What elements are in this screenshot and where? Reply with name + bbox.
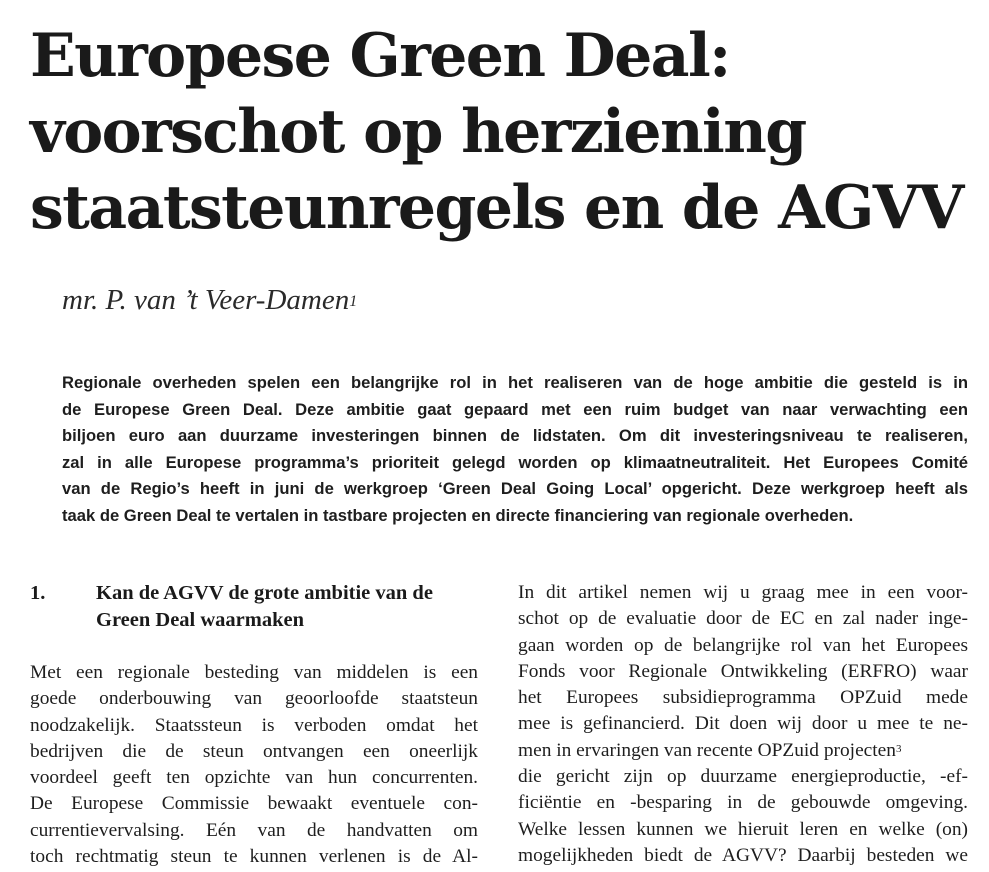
section-title	[96, 580, 490, 634]
author-byline	[62, 282, 357, 318]
body-line: het Europees subsidieprogramma OPZuid mede	[518, 687, 968, 709]
author-footnote-marker: 1	[349, 293, 358, 310]
body-line-text: men in ervaringen van recente OPZuid projecten	[518, 739, 896, 761]
abstract-line: Regionale overheden spelen een belangrijke rol in het realiseren van de hoge ambitie die gesteld is in	[62, 373, 968, 392]
author-name: mr. P. van ’t Veer-Damen	[62, 284, 350, 316]
abstract-line: taak de Green Deal te vertalen in tastbare projecten en directe financiering van regionale overheden.	[62, 505, 854, 525]
body-line: bedrijven die de steun ontvangen een oneerlijk	[30, 740, 478, 762]
body-line: toch rechtmatig steun te kunnen verlenen is de Al-	[30, 846, 478, 868]
abstract-line: van de Regio’s heeft in juni de werkgroep ‘Green Deal Going Local’ opgericht. Deze werkgroep heeft als	[62, 479, 968, 499]
abstract-line: biljoen euro aan duurzame investeringen binnen de lidstaten. Om dit investeringsniveau te realiseren,	[62, 426, 968, 446]
body-line: currentievervalsing. Eén van de handvatten om	[30, 819, 478, 841]
article-title	[30, 18, 970, 246]
body-line: schot op de evaluatie door de EC en zal nader inge-	[518, 608, 968, 630]
body-line: gaan worden op de belangrijke rol van het Europees	[518, 634, 968, 656]
body-line: Welke lessen kunnen we hieruit leren en welke (on)	[518, 818, 968, 840]
title-line-3: staatsteunregels en de AGVV	[30, 173, 963, 243]
title-line-2: voorschot op herziening	[30, 97, 806, 167]
body-line: mee is gefinancierd. Dit doen wij door u mee te ne-	[518, 713, 968, 735]
body-line: Fonds voor Regionale Ontwikkeling (ERFRO) waar	[518, 660, 968, 682]
body-line: Met een regionale besteding van middelen is een	[30, 662, 478, 683]
footnote-marker: 3	[895, 742, 902, 755]
body-line: die gericht zijn op duurzame energieproductie, -ef-	[518, 766, 968, 788]
section-title-line: Green Deal waarmaken	[96, 609, 305, 631]
title-line-1: Europese Green Deal:	[30, 21, 730, 91]
body-line-with-footnote	[518, 738, 968, 764]
body-line: voordeel geeft ten opzichte van hun concurrenten.	[30, 767, 478, 789]
body-line: goede onderbouwing van geoorloofde staatsteun	[30, 688, 478, 710]
body-line: De Europese Commissie bewaakt eventuele con-	[30, 793, 478, 815]
abstract-line: de Europese Green Deal. Deze ambitie gaat gepaard met een ruim budget van naar verwachting een	[62, 399, 968, 419]
right-column-body	[518, 580, 968, 869]
abstract	[62, 370, 968, 530]
body-line: ficiëntie en -besparing in de gebouwde omgeving.	[518, 792, 968, 814]
left-column-body	[30, 660, 478, 870]
section-number: 1.	[30, 582, 46, 604]
abstract-line: zal in alle Europese programma’s prioriteit gelegd worden op klimaatneutraliteit. Het Europees Comité	[62, 452, 968, 472]
body-line: noodzakelijk. Staatssteun is verboden omdat het	[30, 714, 478, 736]
body-line: mogelijkheden biedt de AGVV? Daarbij besteden we	[518, 844, 968, 866]
body-line: In dit artikel nemen wij u graag mee in een voor-	[518, 582, 968, 603]
section-title-line: Kan de AGVV de grote ambitie van de	[96, 582, 433, 604]
